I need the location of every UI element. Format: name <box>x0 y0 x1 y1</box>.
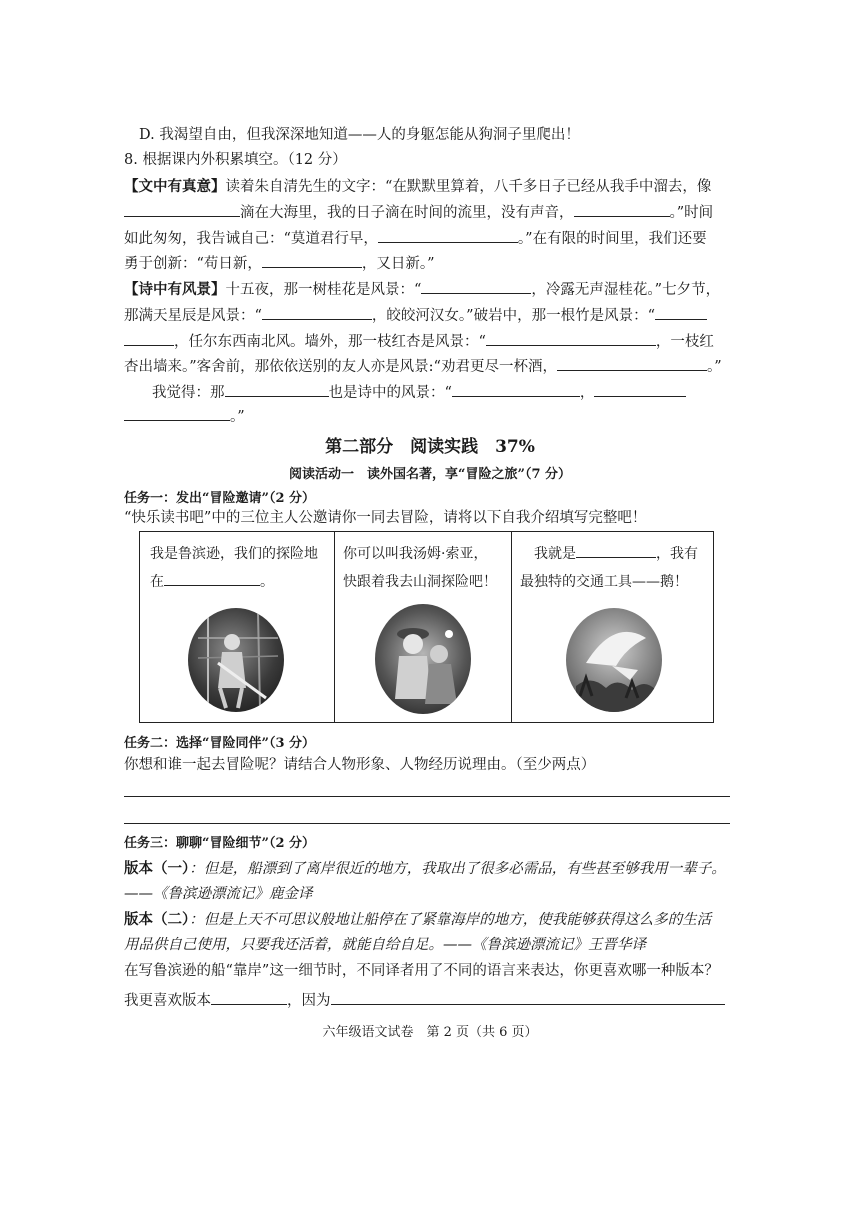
card-nils <box>511 532 713 722</box>
answer-line-2[interactable] <box>124 823 730 824</box>
blank-3[interactable] <box>378 228 518 243</box>
robinson-illustration <box>188 608 284 712</box>
version1-source: ——《鲁滨逊漂流记》鹿金译 <box>124 886 313 902</box>
task1-desc: “快乐读书吧”中的三位主人公邀请你一同去冒险，请将以下自我介绍填写完整吧！ <box>124 510 647 526</box>
card-nils-line1a: 我就是 <box>534 546 576 562</box>
q7-option-d: D. 我渴望自由，但我深深地知道——人的身躯怎能从狗洞子里爬出！ <box>139 127 580 143</box>
card-nils-text <box>520 540 698 596</box>
blank-13[interactable] <box>124 406 230 421</box>
q8-sec2-text4a: 杏出墙来。”客舍前，那依依送别的友人亦是风景:“劝君更尽一杯酒， <box>124 359 557 375</box>
q8-sec1-text2a: 滴在大海里，我的日子滴在时间的流里，没有声音， <box>240 205 574 221</box>
version2-text2: 用品供自己使用，只要我还活着，就能自给自足。——《鲁滨逊漂流记》王晋华译 <box>124 937 646 953</box>
card-nils-line2: 最独特的交通工具——鹅！ <box>520 574 688 590</box>
blank-7b[interactable] <box>124 331 174 346</box>
q8-sec1-text1: 读着朱自清先生的文字：“在默默里算着，八千多日子已经从我手中溜去，像 <box>225 179 712 195</box>
blank-10[interactable] <box>225 382 329 397</box>
goose-icon <box>566 608 662 712</box>
q8-sec1-text4b: ，又日新。” <box>361 256 435 272</box>
blank-5[interactable] <box>421 279 531 294</box>
card-robinson-line2a: 在 <box>150 574 164 590</box>
card-nils-line1b: ，我有 <box>656 546 698 562</box>
answer-line <box>124 990 725 1011</box>
q8-sec2-line4 <box>124 356 722 377</box>
card-tom <box>334 532 511 722</box>
q8-sec1-text3a: 如此匆匆，我告诫自己：“莫道君行早， <box>124 231 378 247</box>
card-robinson <box>140 532 334 722</box>
nils-illustration <box>566 608 662 712</box>
card-robinson-text <box>150 540 318 596</box>
task3-title: 任务三：聊聊“冒险细节”（2 分） <box>124 836 316 851</box>
q8-sec2-text3a: ，任尔东西南北风。墙外，那一枝红杏是风景：“ <box>174 334 486 350</box>
version2 <box>124 910 711 930</box>
card-tom-line1: 你可以叫我汤姆·索亚， <box>343 546 488 562</box>
blank-4[interactable] <box>262 253 362 268</box>
blank-9[interactable] <box>557 356 707 371</box>
blank-12[interactable] <box>594 382 686 397</box>
version2-text: ：但是上天不可思议般地让船停在了紧靠海岸的地方，使我能够获得这么多的生活 <box>189 912 712 928</box>
card-robinson-line1: 我是鲁滨逊，我们的探险地 <box>150 546 318 562</box>
q8-sec1-text4a: 勇于创新：“苟日新， <box>124 256 262 272</box>
task1-title: 任务一：发出“冒险邀请”（2 分） <box>124 491 316 506</box>
version2-label: 版本（二） <box>124 911 190 928</box>
version1-text: ：但是，船漂到了离岸很近的地方，我取出了很多必需品，有些甚至够我用一辈子。 <box>189 861 726 877</box>
q8-sec1-line4 <box>124 253 435 274</box>
card-nils-line1 <box>520 540 698 568</box>
q8-sec2-line6 <box>124 406 245 427</box>
version1-label: 版本（一） <box>124 860 190 877</box>
q8-sec2-text2a: 那满天星辰是风景：“ <box>124 308 262 324</box>
q8-sec1-tag: 【文中有真意】 <box>124 178 226 195</box>
version1 <box>124 859 726 879</box>
answer-prefix: 我更喜欢版本 <box>124 993 211 1009</box>
q8-sec2-tag: 【诗中有风景】 <box>124 281 226 298</box>
blank-11[interactable] <box>452 382 580 397</box>
blank-version[interactable] <box>211 990 287 1005</box>
q8-sec2-text3b: ，一枝红 <box>655 334 714 350</box>
activity1-title: 阅读活动一 读外国名著，享“冒险之旅”（7 分） <box>288 467 572 482</box>
blank-7[interactable] <box>655 305 707 320</box>
compare-question: 在写鲁滨逊的船“靠岸”这一细节时，不同译者用了不同的语言来表达，你更喜欢哪一种版本？ <box>124 963 719 979</box>
answer-because: ，因为 <box>287 993 331 1009</box>
blank-reason[interactable] <box>331 990 725 1005</box>
answer-line-1[interactable] <box>124 796 730 797</box>
card-robinson-line2 <box>150 568 318 596</box>
q8-sec2-text1b: ，冷露无声湿桂花。”七夕节， <box>531 282 721 298</box>
card-tom-text <box>343 540 497 596</box>
q8-sec2-text6: 。” <box>230 409 245 425</box>
card-robinson-line2b: 。 <box>260 574 274 590</box>
tom-figure-icon <box>375 604 471 714</box>
q8-sec2-line3 <box>124 331 714 352</box>
q8-sec1-line2 <box>124 202 713 223</box>
q8-sec2-text5c: ， <box>579 385 595 401</box>
q8-sec1-line3 <box>124 228 707 249</box>
q8-title: 8. 根据课内外积累填空。（12 分） <box>124 152 347 168</box>
blank-1[interactable] <box>124 202 240 217</box>
part2-title: 第二部分 阅读实践 37% <box>325 437 535 457</box>
q8-sec2-line1 <box>124 279 720 300</box>
q8-sec2-text1a: 十五夜，那一树桂花是风景：“ <box>225 282 422 298</box>
blank-6[interactable] <box>262 305 372 320</box>
card-tom-line2: 快跟着我去山洞探险吧！ <box>343 574 497 590</box>
character-cards <box>139 531 714 723</box>
q8-sec2-text5b: 也是诗中的风景：“ <box>328 385 452 401</box>
q8-sec2-text5a: 我觉得：那 <box>152 385 225 401</box>
q8-sec1-line1 <box>124 177 711 197</box>
q8-sec1-text2b: 。”时间 <box>669 205 714 221</box>
task2-desc: 你想和谁一起去冒险呢？请结合人物形象、人物经历说理由。（至少两点） <box>124 757 596 773</box>
q8-sec2-line5 <box>152 382 686 403</box>
blank-robinson[interactable] <box>164 571 260 586</box>
blank-8[interactable] <box>486 331 656 346</box>
blank-nils[interactable] <box>576 543 656 558</box>
task2-title: 任务二：选择“冒险同伴”（3 分） <box>124 736 316 751</box>
q8-sec1-text3b: 。”在有限的时间里，我们还要 <box>517 231 707 247</box>
page-footer: 六年级语文试卷 第 2 页（共 6 页） <box>322 1025 538 1040</box>
robinson-figure-icon <box>188 608 284 712</box>
blank-2[interactable] <box>574 202 670 217</box>
tom-illustration <box>375 604 471 714</box>
q8-sec2-line2 <box>124 305 707 326</box>
q8-sec2-text4b: 。” <box>706 359 722 375</box>
q8-sec2-text2b: ，皎皎河汉女。”破岩中，那一根竹是风景：“ <box>371 308 655 324</box>
